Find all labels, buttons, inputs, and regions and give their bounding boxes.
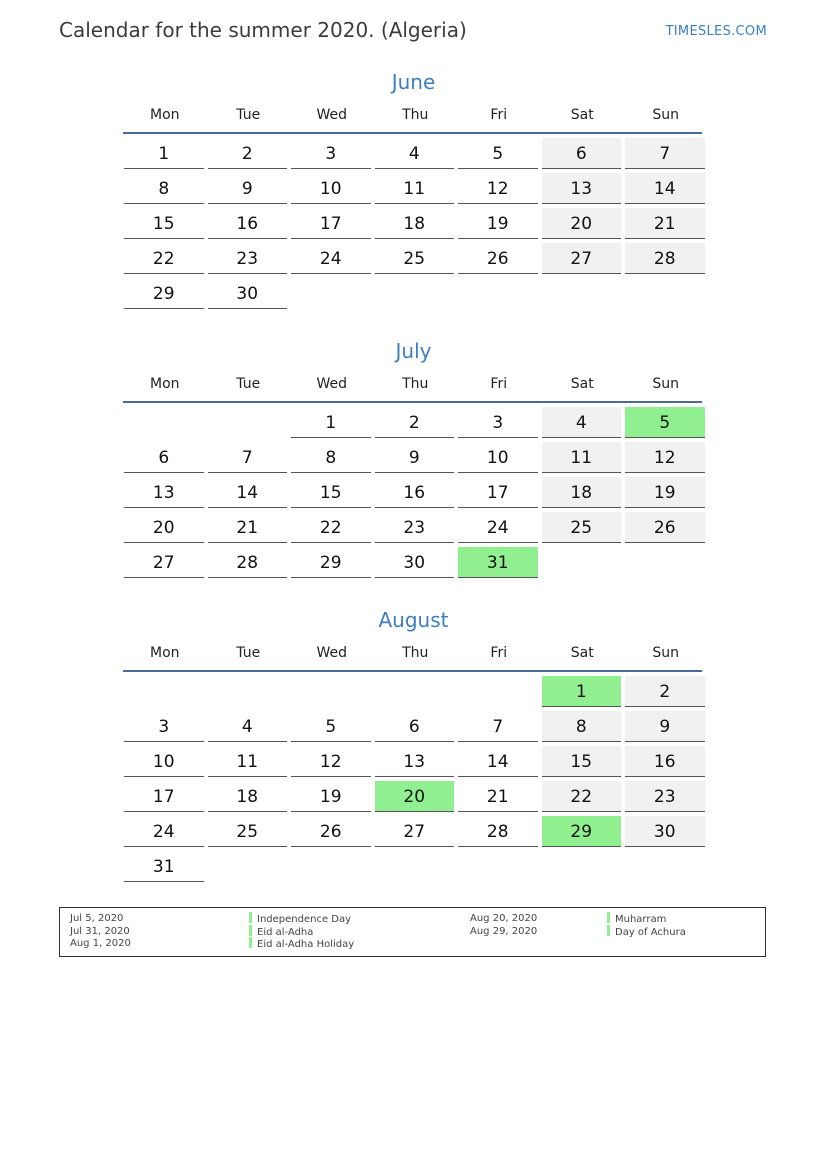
day-cell: 13 xyxy=(124,477,204,508)
month-title: August xyxy=(378,608,449,632)
day-cell: 15 xyxy=(291,477,371,508)
day-cell: 18 xyxy=(375,208,455,239)
empty-cell xyxy=(124,676,204,707)
day-cell: 25 xyxy=(542,512,622,543)
header-rule xyxy=(123,132,702,134)
legend-holiday-name xyxy=(607,925,686,938)
day-cell: 22 xyxy=(542,781,622,812)
day-cell: 29 xyxy=(291,547,371,578)
day-cell: 24 xyxy=(124,816,204,847)
weekday-label: Sun xyxy=(652,645,680,661)
day-cell: 7 xyxy=(208,442,288,473)
day-cell: 27 xyxy=(375,816,455,847)
page-title: Calendar for the summer 2020. (Algeria) xyxy=(59,18,467,42)
day-cell: 14 xyxy=(625,173,705,204)
day-cell: 10 xyxy=(458,442,538,473)
day-cell: 6 xyxy=(375,711,455,742)
day-cell: 21 xyxy=(208,512,288,543)
weekday-label: Wed xyxy=(316,107,348,123)
day-cell: 11 xyxy=(208,746,288,777)
day-cell: 25 xyxy=(208,816,288,847)
legend-holiday-name xyxy=(249,912,351,925)
day-cell: 7 xyxy=(458,711,538,742)
weekday-label: Mon xyxy=(149,107,180,123)
weekday-label: Mon xyxy=(149,645,180,661)
weekday-label: Wed xyxy=(316,645,348,661)
day-cell: 29 xyxy=(124,278,204,309)
day-grid xyxy=(124,676,704,882)
day-cell: 24 xyxy=(458,512,538,543)
weekday-label: Sun xyxy=(652,107,680,123)
weekday-label: Tue xyxy=(236,645,261,661)
empty-cell xyxy=(291,676,371,707)
legend-holiday-label: Independence Day xyxy=(257,914,352,925)
empty-cell xyxy=(458,676,538,707)
day-cell: 1 xyxy=(291,407,371,438)
legend-holiday-name xyxy=(607,912,666,925)
holiday-day-cell: 20 xyxy=(375,781,455,812)
day-cell: 16 xyxy=(625,746,705,777)
day-cell: 30 xyxy=(208,278,288,309)
weekday-label: Fri xyxy=(490,376,508,392)
day-cell: 12 xyxy=(291,746,371,777)
legend-date: Aug 29, 2020 xyxy=(470,925,538,937)
day-cell: 30 xyxy=(625,816,705,847)
day-cell: 23 xyxy=(375,512,455,543)
day-cell: 27 xyxy=(542,243,622,274)
header-rule xyxy=(123,401,702,403)
day-cell: 18 xyxy=(542,477,622,508)
legend-holiday-label: Eid al-Adha Holiday xyxy=(257,939,355,950)
day-cell: 12 xyxy=(625,442,705,473)
day-cell: 3 xyxy=(291,138,371,169)
day-cell: 2 xyxy=(208,138,288,169)
month-title: July xyxy=(395,339,432,363)
legend-holiday-name xyxy=(249,937,354,950)
legend-holiday-label: Day of Achura xyxy=(615,926,686,938)
day-cell: 15 xyxy=(124,208,204,239)
header-rule xyxy=(123,670,702,672)
weekday-label: Wed xyxy=(316,376,348,392)
weekday-label: Thu xyxy=(402,645,429,661)
day-grid xyxy=(124,407,704,578)
day-cell: 13 xyxy=(542,173,622,204)
weekday-label: Sat xyxy=(570,376,594,392)
day-cell: 31 xyxy=(124,851,204,882)
holiday-day-cell: 5 xyxy=(625,407,705,438)
weekday-label: Fri xyxy=(490,645,508,661)
weekday-label: Tue xyxy=(236,376,261,392)
day-cell: 6 xyxy=(124,442,204,473)
day-cell: 26 xyxy=(458,243,538,274)
holiday-day-cell: 31 xyxy=(458,547,538,578)
day-cell: 4 xyxy=(542,407,622,438)
site-link[interactable]: TIMESLES.COM xyxy=(665,24,767,39)
holiday-marker xyxy=(607,925,610,936)
day-cell: 22 xyxy=(124,243,204,274)
day-cell: 9 xyxy=(625,711,705,742)
empty-cell xyxy=(124,407,204,438)
weekday-label: Fri xyxy=(490,107,508,123)
month-july xyxy=(123,339,704,578)
legend-date: Aug 1, 2020 xyxy=(70,938,131,949)
day-cell: 28 xyxy=(625,243,705,274)
weekday-label: Sun xyxy=(652,376,680,392)
day-cell: 6 xyxy=(542,138,622,169)
legend-date: Jul 31, 2020 xyxy=(70,925,130,937)
weekday-header xyxy=(123,643,704,663)
day-cell: 9 xyxy=(375,442,455,473)
day-cell: 20 xyxy=(124,512,204,543)
day-cell: 8 xyxy=(542,711,622,742)
day-cell: 28 xyxy=(208,547,288,578)
day-cell: 11 xyxy=(375,173,455,204)
legend-date: Jul 5, 2020 xyxy=(70,913,124,924)
day-cell: 22 xyxy=(291,512,371,543)
day-cell: 5 xyxy=(291,711,371,742)
legend-date: Aug 20, 2020 xyxy=(470,913,538,924)
day-cell: 19 xyxy=(625,477,705,508)
day-cell: 8 xyxy=(124,173,204,204)
day-cell: 24 xyxy=(291,243,371,274)
day-cell: 3 xyxy=(458,407,538,438)
day-cell: 3 xyxy=(124,711,204,742)
day-cell: 20 xyxy=(542,208,622,239)
day-cell: 21 xyxy=(458,781,538,812)
empty-cell xyxy=(208,676,288,707)
day-cell: 1 xyxy=(124,138,204,169)
day-cell: 2 xyxy=(625,676,705,707)
holiday-marker xyxy=(249,937,252,948)
day-cell: 14 xyxy=(458,746,538,777)
empty-cell xyxy=(375,676,455,707)
day-cell: 19 xyxy=(458,208,538,239)
day-cell: 17 xyxy=(124,781,204,812)
day-cell: 10 xyxy=(291,173,371,204)
month-june xyxy=(123,70,704,309)
weekday-label: Sat xyxy=(570,645,594,661)
day-cell: 25 xyxy=(375,243,455,274)
legend-holiday-name xyxy=(249,925,313,938)
day-cell: 18 xyxy=(208,781,288,812)
day-cell: 4 xyxy=(208,711,288,742)
day-cell: 7 xyxy=(625,138,705,169)
day-cell: 26 xyxy=(291,816,371,847)
weekday-label: Thu xyxy=(402,376,429,392)
holiday-marker xyxy=(607,912,610,923)
weekday-label: Sat xyxy=(570,107,594,123)
day-cell: 17 xyxy=(291,208,371,239)
day-cell: 15 xyxy=(542,746,622,777)
day-cell: 2 xyxy=(375,407,455,438)
day-cell: 19 xyxy=(291,781,371,812)
weekday-header xyxy=(123,374,704,394)
legend-holiday-label: Eid al-Adha xyxy=(257,926,314,938)
month-title: June xyxy=(391,70,436,94)
holiday-marker xyxy=(249,925,252,936)
holiday-day-cell: 29 xyxy=(542,816,622,847)
day-cell: 27 xyxy=(124,547,204,578)
day-cell: 16 xyxy=(208,208,288,239)
holiday-legend xyxy=(59,907,766,957)
day-cell: 5 xyxy=(458,138,538,169)
day-cell: 13 xyxy=(375,746,455,777)
day-grid xyxy=(124,138,704,309)
day-cell: 17 xyxy=(458,477,538,508)
day-cell: 16 xyxy=(375,477,455,508)
day-cell: 23 xyxy=(208,243,288,274)
day-cell: 10 xyxy=(124,746,204,777)
day-cell: 11 xyxy=(542,442,622,473)
day-cell: 12 xyxy=(458,173,538,204)
holiday-day-cell: 1 xyxy=(542,676,622,707)
day-cell: 30 xyxy=(375,547,455,578)
month-august xyxy=(123,608,704,882)
legend-holiday-label: Muharram xyxy=(615,914,667,925)
empty-cell xyxy=(208,407,288,438)
day-cell: 9 xyxy=(208,173,288,204)
day-cell: 14 xyxy=(208,477,288,508)
weekday-label: Mon xyxy=(149,376,180,392)
day-cell: 21 xyxy=(625,208,705,239)
day-cell: 8 xyxy=(291,442,371,473)
day-cell: 28 xyxy=(458,816,538,847)
holiday-marker xyxy=(249,912,252,923)
day-cell: 26 xyxy=(625,512,705,543)
day-cell: 23 xyxy=(625,781,705,812)
weekday-label: Tue xyxy=(236,107,261,123)
day-cell: 4 xyxy=(375,138,455,169)
weekday-label: Thu xyxy=(402,107,429,123)
weekday-header xyxy=(123,105,704,125)
